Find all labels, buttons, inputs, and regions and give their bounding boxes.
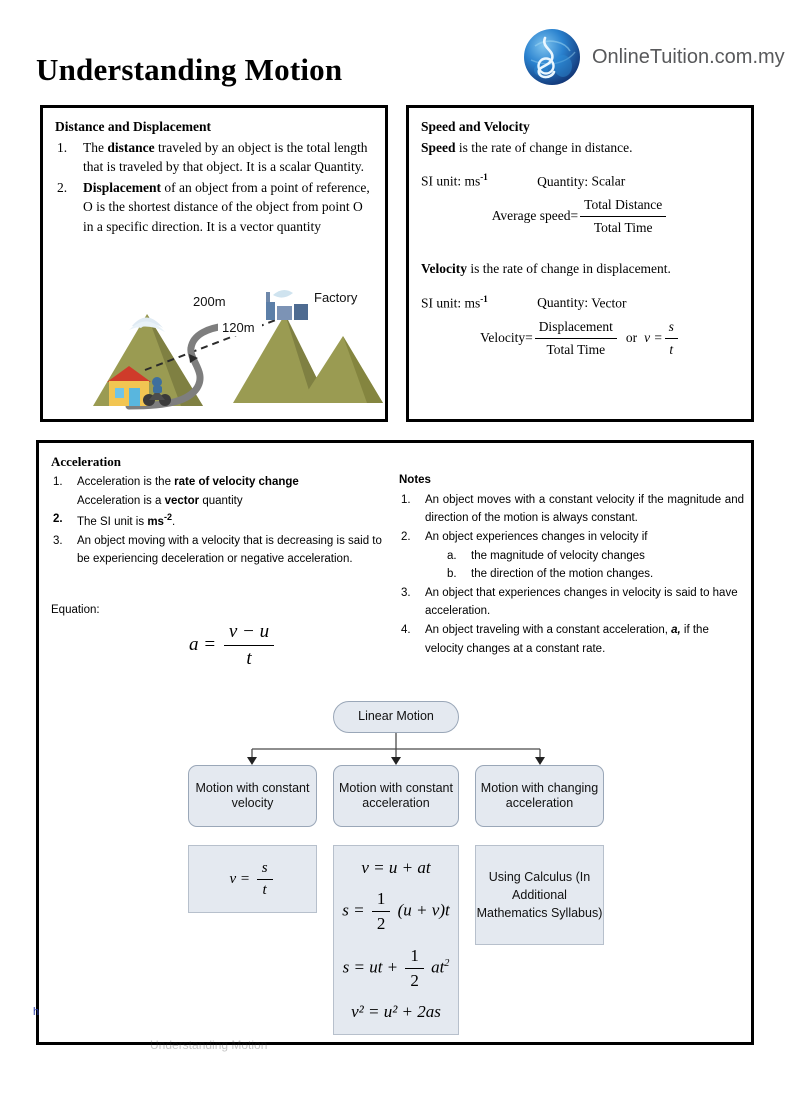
velocity-si-exponent: -1 [480,293,488,304]
note1-text: An object moves with a constant velocity if the magnitude and direction of the motion is always constant. [425,493,744,525]
equation-v2-equals-u2-plus-2as: v² = u² + 2as [351,1002,441,1022]
list-number: b. [447,568,457,581]
fraction-denominator: Total Time [535,338,617,360]
velocity-formula [421,317,739,359]
page-header [0,0,794,100]
note3-text: An object that experiences changes in velocity is said to have acceleration. [425,586,738,618]
fraction-numerator: 1 [376,889,386,909]
note4-symbol: a, [671,624,681,636]
velocity-alt-lhs: v = [644,330,663,346]
item1-line2-b: vector [164,494,200,507]
equation-label: Equation: [51,604,100,616]
velocity-quantity-value: Vector [591,295,627,311]
equation-lhs: a = [189,633,217,655]
fraction-denominator: 2 [405,968,424,991]
fraction-numerator: 1 [410,945,419,965]
item1-line2-c: quantity [202,494,243,507]
eq3-fraction [405,946,424,991]
note4-text-a: An object traveling with a constant acceleration, [425,624,668,636]
flow-node-constant-acceleration[interactable]: Motion with constant acceleration [333,765,459,827]
eq2-rest: (u + v)t [397,900,450,920]
eq2-lhs: s = [342,900,365,920]
formula-lhs: v = [229,870,250,887]
list-item [51,532,396,569]
item1-line1-a: Acceleration is the [77,476,171,489]
item1-line1-b: rate of velocity change [174,476,299,489]
formula-box-using-calculus: Using Calculus (In Additional Mathematics Syllabus) [475,845,604,945]
list-number: 3. [401,586,411,599]
footer-link-fragment[interactable]: h [33,1006,40,1018]
velocity-or: or [625,330,638,346]
list-text-bold: distance [107,139,155,155]
list-number: 4. [401,624,411,636]
flow-node-changing-acceleration[interactable]: Motion with changing acceleration [475,765,604,827]
label-200m: 200m [193,294,226,309]
list-number: 1. [401,493,411,506]
item2-unit-exponent: -2 [163,512,172,523]
item2-unit: ms [147,516,164,529]
note2b-text: the direction of the motion changes. [471,568,654,581]
notes-column [399,471,744,658]
fraction-denominator: t [224,645,274,670]
notes-heading: Notes [399,474,431,486]
speed-si-unit: ms [464,173,481,189]
hills-road-illustration [85,278,385,413]
fraction-numerator: v − u [228,621,270,642]
list-item [55,178,373,237]
item2-text-a: The SI unit is [77,516,145,529]
fraction-numerator: Total Distance [584,197,663,213]
eq3-lhs: s = ut + [342,957,399,977]
panel-distance-displacement [40,105,388,422]
logo-text: OnlineTuition.com.my [592,45,785,68]
item3-text: An object moving with a velocity that is decreasing is said to be experiencing deceleration or negative acceleration. [77,534,382,566]
velocity-alt-fraction [665,317,678,359]
formula-box-constant-velocity [188,845,317,913]
equation-fraction [224,621,274,670]
item1-line2-a: Acceleration is a [77,494,162,507]
label-factory: Factory [314,290,358,305]
list-item [399,584,744,621]
average-speed-fraction [580,195,666,237]
label-120m: 120m [222,320,255,335]
note4-text-b: if the velocity changes at a constant rate. [425,624,709,655]
list-text-bold: Displacement [83,179,161,195]
list-number: 2. [53,513,63,526]
list-item [55,138,373,177]
list-text-lead: The [83,139,104,155]
list-number: 3. [53,534,63,547]
velocity-term: Velocity [421,261,467,277]
speed-si-label: SI unit: [421,173,462,189]
velocity-si-unit: ms [464,295,481,311]
note2a-text: the magnitude of velocity changes [471,549,645,562]
list-number: a. [447,549,457,562]
velocity-quantity-label: Quantity: [537,295,589,311]
speed-si-exponent: -1 [480,172,488,183]
flow-node-root[interactable]: Linear Motion [333,701,459,733]
list-item [51,473,396,510]
globe-swirl-logo-icon [521,26,583,88]
fraction-numerator: s [668,318,674,334]
velocity-unit-row [421,293,739,313]
acceleration-list [51,473,396,569]
panel-speed-heading: Speed and Velocity [421,119,530,134]
velocity-fraction [535,317,617,359]
velocity-definition [421,259,739,279]
velocity-definition-text: is the rate of change in displacement. [470,261,671,277]
list-number: 1. [53,476,63,489]
speed-definition-text: is the rate of change in distance. [458,139,633,155]
speed-unit-row [421,171,739,191]
fraction-numerator: Displacement [538,318,613,334]
site-logo [521,26,785,88]
panel-distance-heading: Distance and Displacement [55,119,211,134]
formula-box-constant-acceleration [333,845,459,1035]
equation-s-equals-ut-plus-half-at2 [343,946,450,991]
notes-list [399,491,744,659]
acceleration-equation [189,621,277,670]
formula-fraction [257,860,273,899]
fraction-denominator: t [665,338,678,360]
list-number: 2. [57,179,68,195]
speed-quantity-label: Quantity: [537,173,589,189]
eq3-rest: at [431,957,445,977]
list-item [447,547,744,566]
velocity-lhs: Velocity= [480,330,533,346]
eq2-fraction [372,889,391,934]
equation-s-equals-half-u-plus-v-t [342,889,449,934]
fraction-numerator: s [261,859,268,876]
distance-list [55,138,373,237]
fraction-denominator: t [257,879,273,899]
flow-node-constant-velocity[interactable]: Motion with constant velocity [188,765,317,827]
acceleration-left-column [51,451,396,569]
list-item [399,621,744,658]
panel-speed-velocity [406,105,754,422]
linear-motion-flowchart [39,701,757,1041]
speed-quantity-value: Scalar [591,173,626,189]
speed-definition [421,138,739,158]
list-item [447,565,744,584]
velocity-si-label: SI unit: [421,295,462,311]
average-speed-formula [421,195,739,237]
equation-v-equals-u-plus-at: v = u + at [361,857,431,877]
list-text-rest: traveled by an object is the total length that is traveled by that object. It is a scalar Quantity. [83,139,368,175]
panel-acceleration [36,440,754,1045]
fraction-denominator: 2 [372,911,391,934]
footer-ghost-text: Understanding Motion [150,1038,268,1052]
note2-text: An object experiences changes in velocity if [425,530,648,543]
panel-acceleration-heading: Acceleration [51,454,122,469]
list-item [399,491,744,528]
fraction-denominator: Total Time [580,216,666,238]
eq3-exponent: 2 [444,957,450,969]
list-number: 1. [57,139,68,155]
list-text-rest: of an object from a point of reference, O is the shortest distance of the object from point O in a specific direction. It is a vector quantity [83,179,370,234]
notes-sublist [425,547,744,584]
item2-text-b: . [171,516,176,529]
list-number: 2. [401,530,411,543]
formula-v-equals-s-over-t [229,860,275,899]
list-item [399,528,744,584]
speed-term: Speed [421,139,456,155]
average-speed-lhs: Average speed= [491,208,579,224]
page-title: Understanding Motion [36,52,343,87]
list-item [51,510,396,531]
